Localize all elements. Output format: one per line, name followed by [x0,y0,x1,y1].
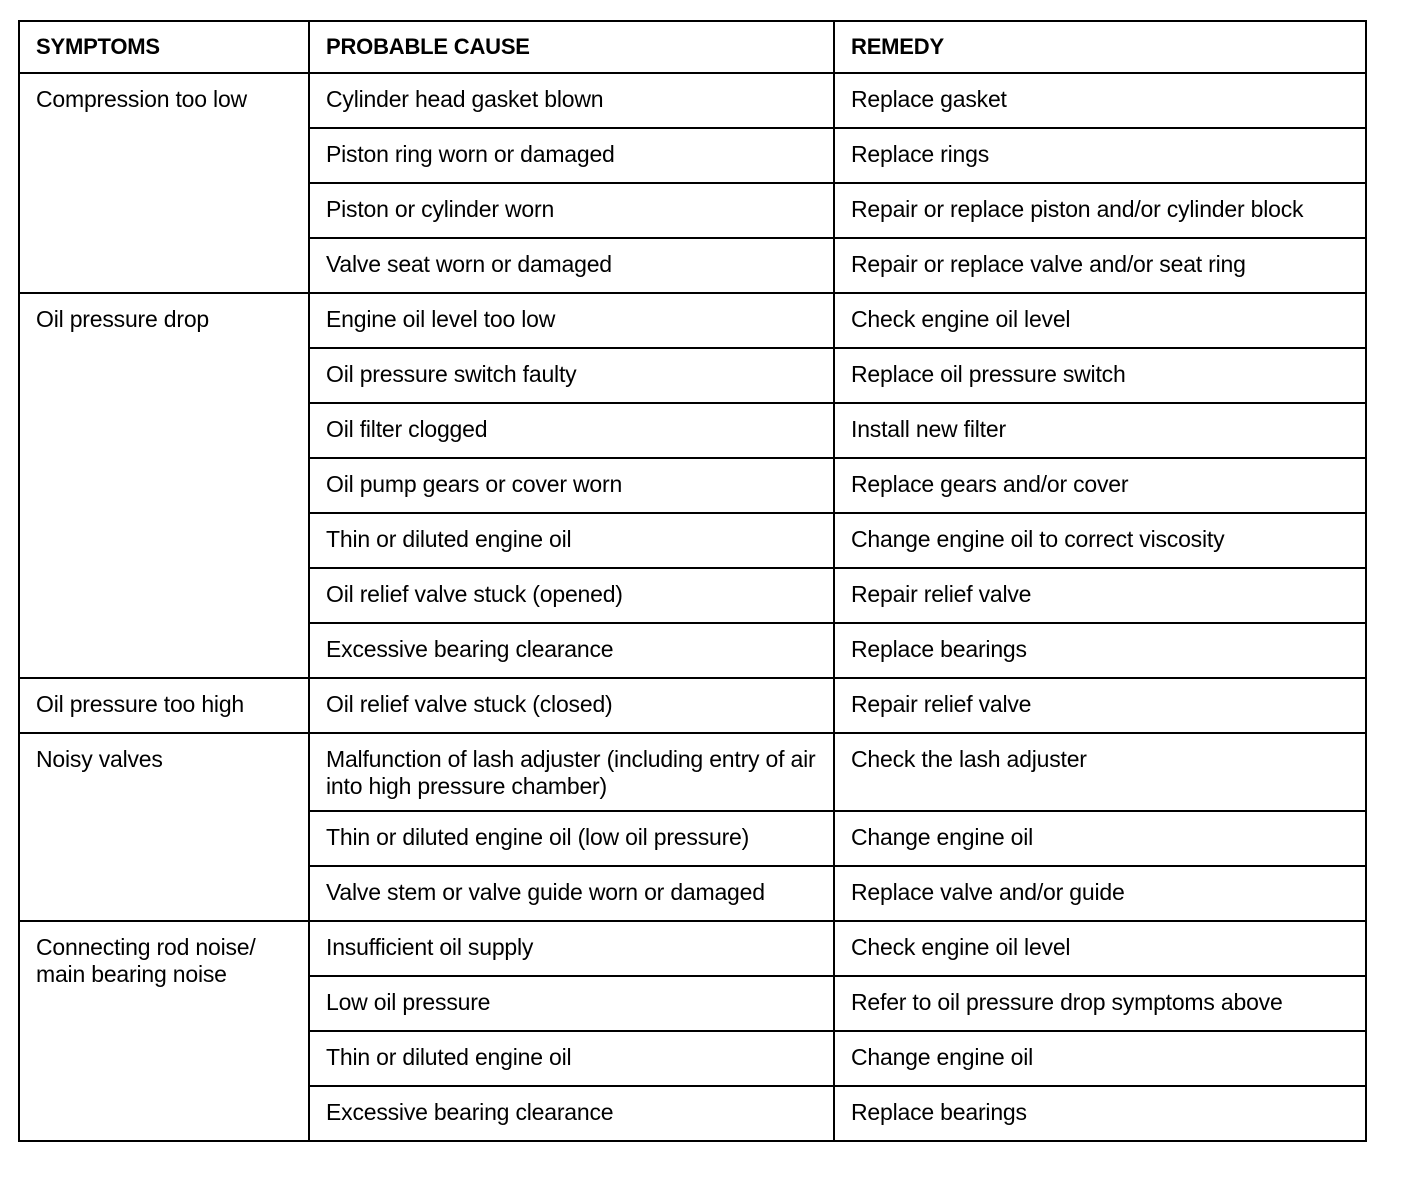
remedy-cell: Repair relief valve [834,568,1366,623]
symptom-cell: Oil pressure too high [19,678,309,733]
remedy-cell: Check engine oil level [834,921,1366,976]
header-remedy: REMEDY [834,21,1366,73]
header-row [19,21,1366,73]
probable-cause-cell: Excessive bearing clearance [309,1086,834,1141]
probable-cause-cell: Piston ring worn or damaged [309,128,834,183]
probable-cause-cell: Oil pump gears or cover worn [309,458,834,513]
remedy-cell: Check the lash adjuster [834,733,1366,811]
remedy-cell: Change engine oil to correct viscosity [834,513,1366,568]
probable-cause-cell: Oil relief valve stuck (opened) [309,568,834,623]
remedy-cell: Replace gasket [834,73,1366,128]
remedy-cell: Replace bearings [834,1086,1366,1141]
probable-cause-cell: Cylinder head gasket blown [309,73,834,128]
table-header [19,21,1366,73]
probable-cause-cell: Oil pressure switch faulty [309,348,834,403]
table-row [19,921,1366,976]
table-body [19,73,1366,1141]
remedy-cell: Repair relief valve [834,678,1366,733]
symptom-cell: Connecting rod noise/ main bearing noise [19,921,309,1141]
probable-cause-cell: Malfunction of lash adjuster (including entry of air into high pressure chamber) [309,733,834,811]
remedy-cell: Replace gears and/or cover [834,458,1366,513]
probable-cause-cell: Thin or diluted engine oil (low oil pressure) [309,811,834,866]
symptom-cell: Noisy valves [19,733,309,921]
remedy-cell: Repair or replace valve and/or seat ring [834,238,1366,293]
probable-cause-cell: Thin or diluted engine oil [309,1031,834,1086]
probable-cause-cell: Valve stem or valve guide worn or damaged [309,866,834,921]
probable-cause-cell: Low oil pressure [309,976,834,1031]
table-row [19,678,1366,733]
probable-cause-cell: Piston or cylinder worn [309,183,834,238]
table-row [19,733,1366,811]
remedy-cell: Install new filter [834,403,1366,458]
remedy-cell: Replace oil pressure switch [834,348,1366,403]
table-row [19,293,1366,348]
remedy-cell: Refer to oil pressure drop symptoms above [834,976,1366,1031]
troubleshooting-table-wrapper [18,20,1365,1142]
probable-cause-cell: Thin or diluted engine oil [309,513,834,568]
symptom-cell: Oil pressure drop [19,293,309,678]
remedy-cell: Replace valve and/or guide [834,866,1366,921]
table-row [19,73,1366,128]
probable-cause-cell: Oil relief valve stuck (closed) [309,678,834,733]
probable-cause-cell: Valve seat worn or damaged [309,238,834,293]
header-symptoms: SYMPTOMS [19,21,309,73]
remedy-cell: Change engine oil [834,811,1366,866]
remedy-cell: Replace rings [834,128,1366,183]
remedy-cell: Check engine oil level [834,293,1366,348]
header-probable-cause: PROBABLE CAUSE [309,21,834,73]
symptom-cell: Compression too low [19,73,309,293]
troubleshooting-table [18,20,1367,1142]
probable-cause-cell: Excessive bearing clearance [309,623,834,678]
remedy-cell: Change engine oil [834,1031,1366,1086]
remedy-cell: Repair or replace piston and/or cylinder block [834,183,1366,238]
probable-cause-cell: Oil filter clogged [309,403,834,458]
probable-cause-cell: Engine oil level too low [309,293,834,348]
probable-cause-cell: Insufficient oil supply [309,921,834,976]
remedy-cell: Replace bearings [834,623,1366,678]
